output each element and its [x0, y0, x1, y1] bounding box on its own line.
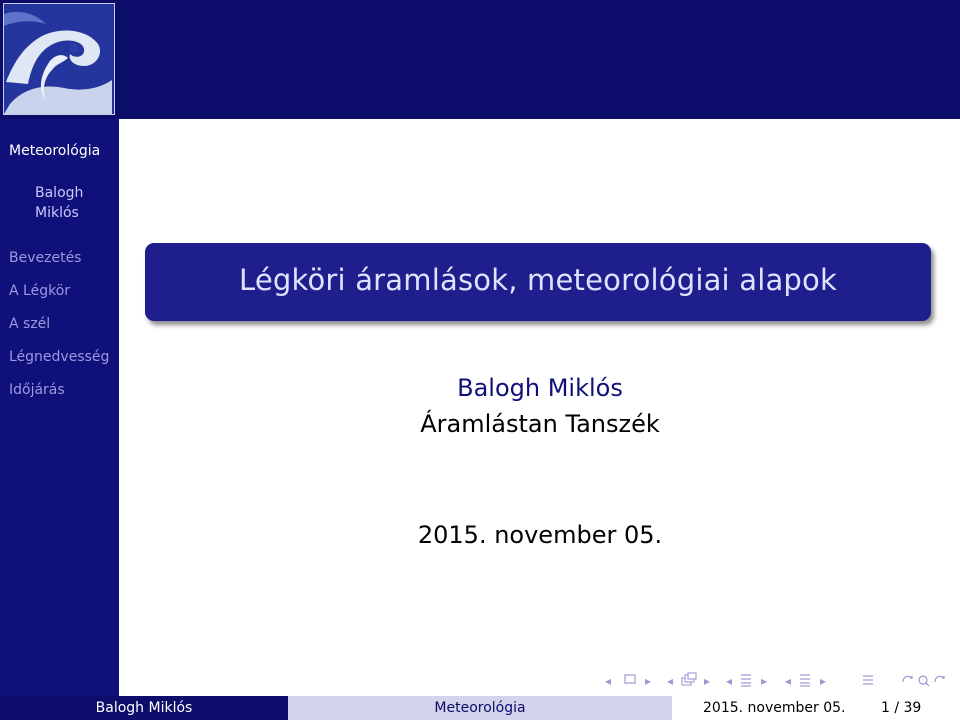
subsection-nav-icon[interactable] — [680, 672, 698, 692]
section-next-icon[interactable]: ▸ — [761, 674, 768, 688]
sidebar-author: Balogh Miklós — [35, 185, 84, 221]
subsection-next-icon[interactable]: ▸ — [704, 674, 711, 688]
navigation-symbols — [605, 672, 955, 692]
sidebar-item-legnedvesseg[interactable]: Légnedvesség — [9, 349, 110, 365]
sidebar-item-idojaras[interactable]: Időjárás — [9, 382, 65, 398]
sidebar-item-a-szel[interactable]: A szél — [9, 316, 51, 332]
slide-title-box — [145, 243, 931, 321]
footer-title: Meteorológia — [288, 696, 672, 720]
footer-info — [672, 696, 960, 720]
sidebar-item-bevezetes[interactable]: Bevezetés — [9, 250, 82, 266]
sidebar-nav — [9, 249, 109, 414]
search-icon[interactable] — [901, 672, 951, 692]
header-bar — [0, 0, 960, 119]
slide-title: Légköri áramlások, meteorológiai alapok — [239, 263, 837, 297]
footer — [0, 696, 960, 720]
sidebar-item-a-legkor[interactable]: A Légkör — [9, 283, 71, 299]
frame-nav-icon[interactable] — [623, 672, 637, 690]
footer-author: Balogh Miklós — [0, 696, 288, 720]
slide-institute: Áramlástan Tanszék — [420, 410, 660, 438]
wave-logo-icon — [3, 3, 115, 115]
sidebar-title[interactable]: Meteorológia — [9, 143, 101, 159]
subsection-prev-icon[interactable]: ◂ — [667, 674, 674, 688]
section-nav-icon[interactable] — [739, 672, 753, 692]
sidebar — [0, 119, 119, 696]
subsubsection-next-icon[interactable]: ▸ — [820, 674, 827, 688]
section-prev-icon[interactable]: ◂ — [726, 674, 733, 688]
page-number: 1 / 39 — [881, 700, 922, 716]
footer-date: 2015. november 05. — [703, 700, 846, 716]
subsubsection-nav-icon[interactable] — [798, 672, 812, 692]
subsubsection-prev-icon[interactable]: ◂ — [785, 674, 792, 688]
presentation-nav-icon[interactable] — [861, 672, 875, 692]
frame-prev-icon[interactable]: ◂ — [605, 674, 612, 688]
slide-date: 2015. november 05. — [417, 521, 663, 549]
frame-next-icon[interactable]: ▸ — [645, 674, 652, 688]
slide-author: Balogh Miklós — [457, 374, 623, 402]
